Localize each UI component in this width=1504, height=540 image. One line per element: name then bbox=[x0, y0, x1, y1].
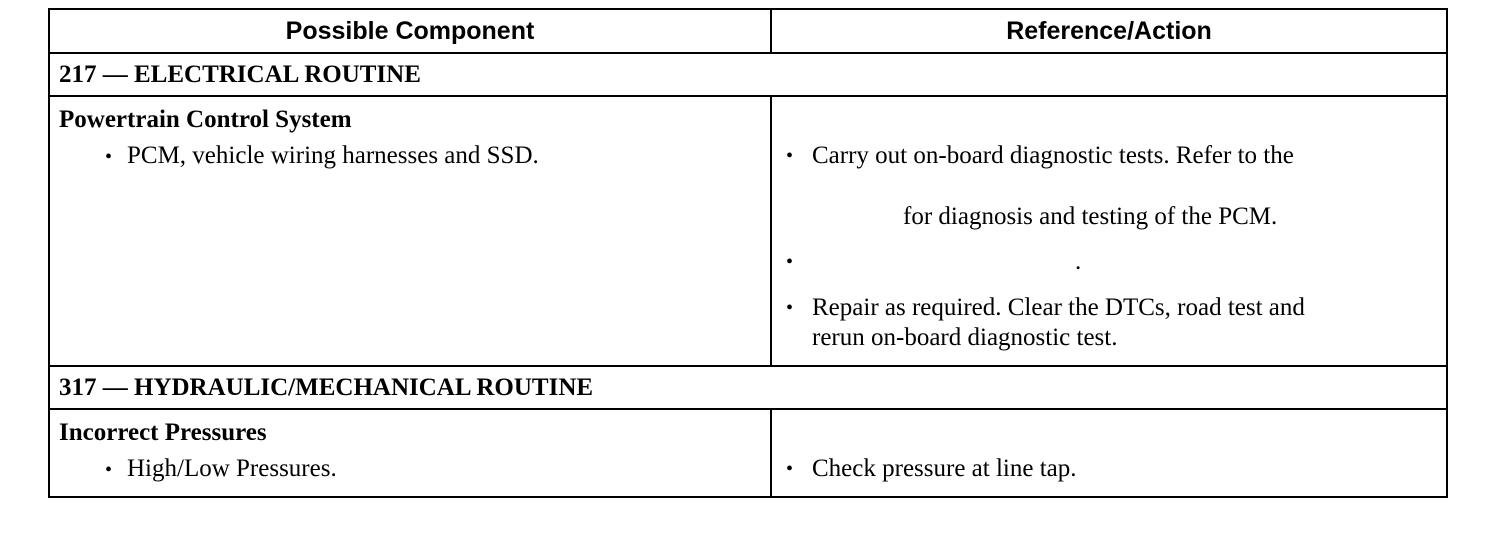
action-item bbox=[786, 141, 1446, 171]
section-title: 317 — HYDRAULIC/MECHANICAL ROUTINE bbox=[49, 366, 1447, 409]
action-item bbox=[786, 454, 1446, 484]
component-cell bbox=[49, 409, 771, 497]
action-text: Check pressure at line tap. bbox=[812, 455, 1077, 482]
component-item bbox=[59, 141, 770, 172]
component-cell bbox=[49, 96, 771, 366]
component-title: Incorrect Pressures bbox=[59, 419, 267, 446]
action-text: . bbox=[1075, 248, 1082, 275]
table-row bbox=[49, 409, 1447, 497]
action-continuation: rerun on-board diagnostic test. bbox=[812, 324, 1118, 351]
section-row-217 bbox=[49, 53, 1447, 96]
action-cell bbox=[771, 409, 1447, 497]
bullet-icon: • bbox=[105, 146, 113, 168]
action-cell bbox=[771, 96, 1447, 366]
bullet-icon: • bbox=[786, 458, 794, 480]
header-possible-component: Possible Component bbox=[49, 9, 771, 53]
action-continuation: for diagnosis and testing of the PCM. bbox=[903, 203, 1278, 230]
section-title: 217 — ELECTRICAL ROUTINE bbox=[49, 53, 1447, 96]
bullet-icon: • bbox=[786, 297, 794, 319]
table-row bbox=[49, 96, 1447, 366]
action-item bbox=[786, 247, 1446, 277]
component-item-text: PCM, vehicle wiring harnesses and SSD. bbox=[127, 142, 539, 169]
header-reference-action: Reference/Action bbox=[771, 9, 1447, 53]
component-title: Powertrain Control System bbox=[59, 106, 352, 133]
bullet-icon: • bbox=[786, 145, 794, 167]
action-text: Repair as required. Clear the DTCs, road test and bbox=[812, 294, 1305, 321]
action-text: Carry out on-board diagnostic tests. Refer to the bbox=[812, 142, 1294, 169]
component-item bbox=[59, 454, 770, 485]
section-row-317 bbox=[49, 366, 1447, 409]
action-item bbox=[786, 293, 1446, 323]
component-item-text: High/Low Pressures. bbox=[127, 455, 337, 482]
diagnostic-table-container bbox=[48, 8, 1448, 498]
bullet-icon: • bbox=[105, 459, 113, 481]
table-header-row bbox=[49, 9, 1447, 53]
bullet-icon: • bbox=[786, 251, 794, 273]
diagnostic-table bbox=[48, 8, 1448, 498]
